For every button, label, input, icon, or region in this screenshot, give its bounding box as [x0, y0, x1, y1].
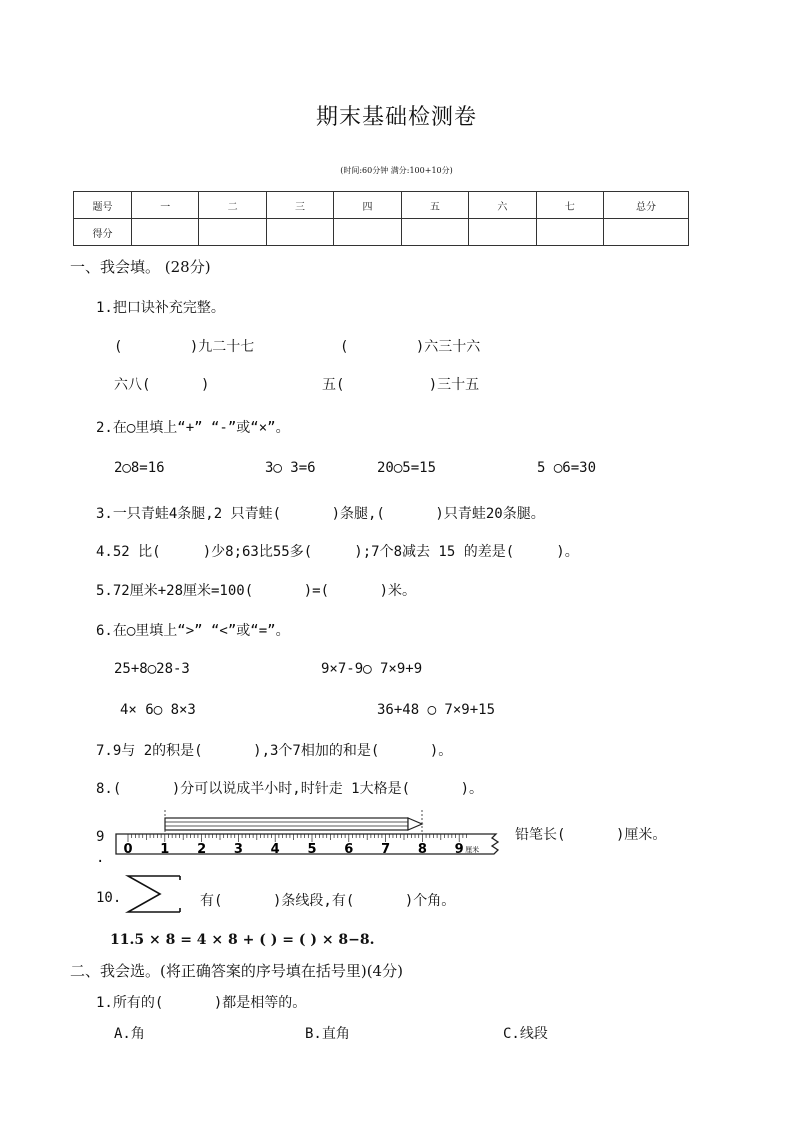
- score-cell[interactable]: [199, 219, 266, 246]
- q1-blank-b: ( )六三十六: [340, 339, 481, 355]
- q2-stem: 2.在◯里填上“+” “-”或“×”。: [96, 420, 290, 436]
- s2-q1-stem: 1.所有的( )都是相等的。: [96, 995, 307, 1011]
- score-table-header-cell: 七: [536, 192, 603, 219]
- q2-item-a: 2◯8=16: [114, 460, 165, 476]
- ruler-icon: [116, 834, 498, 857]
- ruler-illustration: [112, 808, 512, 858]
- score-cell[interactable]: [401, 219, 468, 246]
- ruler-label: 0: [123, 842, 133, 857]
- q1-blank-c: 六八( ): [114, 377, 210, 393]
- q6-item-b: 9×7-9◯ 7×9+9: [321, 661, 423, 677]
- q1-blank-d: 五( )三十五: [322, 377, 480, 393]
- q6-stem: 6.在◯里填上“>” “<”或“=”。: [96, 623, 290, 639]
- q5-text: 5.72厘米+28厘米=100( )=( )米。: [96, 583, 417, 599]
- score-table-header-cell: 五: [401, 192, 468, 219]
- ruler-label: 7: [381, 842, 391, 857]
- q1-stem: 1.把口诀补充完整。: [96, 300, 225, 316]
- section2-heading: 二、我会选。(将正确答案的序号填在括号里)(4分): [70, 962, 403, 980]
- ruler-label: 2: [197, 842, 207, 857]
- score-table-header-cell: 三: [266, 192, 333, 219]
- q9-number: 9: [96, 829, 105, 845]
- q11-text: 11.5 × 8 = 4 × 8 + ( ) = ( ) × 8−8.: [110, 932, 375, 948]
- ruler-label: 5: [307, 842, 317, 857]
- angle-figure-icon: [124, 874, 184, 918]
- score-cell[interactable]: [536, 219, 603, 246]
- q9-text: 铅笔长( )厘米。: [515, 827, 667, 843]
- ruler-label: 8: [417, 842, 427, 857]
- q6-item-a: 25+8◯28-3: [114, 661, 190, 677]
- ruler-unit-label: 厘米: [465, 846, 480, 854]
- score-table-header-cell: 总分: [604, 192, 689, 219]
- ruler-label: 4: [270, 842, 280, 857]
- section1-heading: 一、我会填。 (28分): [70, 258, 211, 276]
- score-table-score-row: [74, 219, 689, 246]
- score-cell[interactable]: [132, 219, 199, 246]
- q10-text: 有( )条线段,有( )个角。: [200, 893, 456, 909]
- ruler-label: 9: [454, 842, 464, 857]
- s2-q1-option-c[interactable]: C.线段: [503, 1026, 548, 1042]
- score-table-header-cell: 一: [132, 192, 199, 219]
- score-table-header-cell: 四: [334, 192, 401, 219]
- score-row-label: 得分: [74, 219, 132, 246]
- q4-text: 4.52 比( )少8;63比55多( );7个8减去 15 的差是( )。: [96, 544, 579, 560]
- pencil-icon: [165, 818, 422, 830]
- q2-item-c: 20◯5=15: [377, 460, 437, 476]
- score-table-header-cell: 题号: [74, 192, 132, 219]
- score-cell[interactable]: [469, 219, 536, 246]
- score-table-header-cell: 二: [199, 192, 266, 219]
- s2-q1-option-a[interactable]: A.角: [114, 1026, 145, 1042]
- q8-text: 8.( )分可以说成半小时,时针走 1大格是( )。: [96, 781, 484, 797]
- score-cell[interactable]: [604, 219, 689, 246]
- q6-item-d: 36+48 ◯ 7×9+15: [377, 702, 496, 718]
- score-cell[interactable]: [266, 219, 333, 246]
- q2-item-d: 5 ◯6=30: [537, 460, 597, 476]
- ruler-label: 1: [160, 842, 170, 857]
- q2-item-b: 3◯ 3=6: [265, 460, 316, 476]
- q3-text: 3.一只青蛙4条腿,2 只青蛙( )条腿,( )只青蛙20条腿。: [96, 506, 545, 522]
- ruler-label: 6: [344, 842, 354, 857]
- q10-number: 10.: [96, 890, 122, 906]
- ruler-label: 3: [233, 842, 243, 857]
- page-title: 期末基础检测卷: [315, 105, 477, 130]
- score-table: [73, 191, 689, 246]
- q9-number-dot: .: [96, 850, 105, 866]
- exam-info: (时间:60分钟 满分:100+10分): [340, 166, 453, 175]
- q7-text: 7.9与 2的积是( ),3个7相加的和是( )。: [96, 743, 453, 759]
- score-table-header-row: [74, 192, 689, 219]
- q6-item-c: 4× 6◯ 8×3: [120, 702, 196, 718]
- q1-blank-a: ( )九二十七: [114, 339, 255, 355]
- score-cell[interactable]: [334, 219, 401, 246]
- score-table-header-cell: 六: [469, 192, 536, 219]
- s2-q1-option-b[interactable]: B.直角: [305, 1026, 350, 1042]
